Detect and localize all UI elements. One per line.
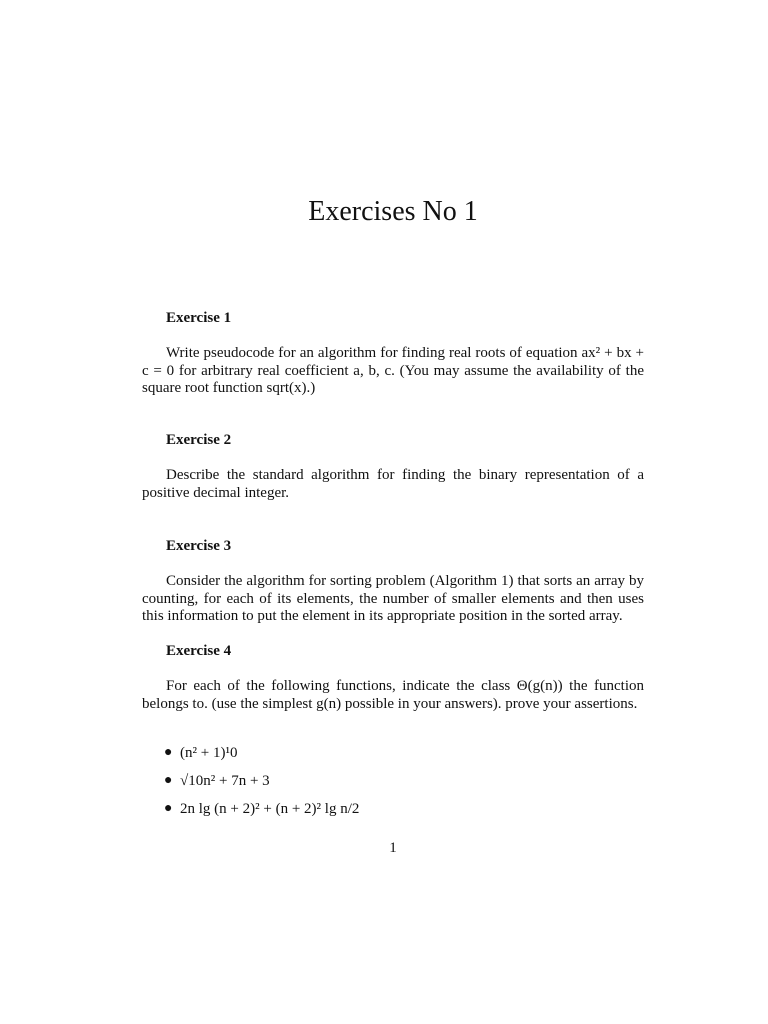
- exercise-4-heading: Exercise 4: [166, 643, 232, 659]
- bullet-icon: ●: [164, 745, 173, 760]
- bullet-item: [164, 742, 359, 770]
- bullet-icon: ●: [164, 773, 173, 788]
- exercise-3-text: Consider the algorithm for sorting problem (Algorithm 1) that sorts an array by counting, for each of its elements, the number of smaller elements and then uses this information to put the element in its appropriate position in the sorted array.: [142, 573, 644, 624]
- bullet-text: (n² + 1)¹0: [180, 745, 238, 761]
- bullet-item: [164, 770, 359, 798]
- bullet-text: 2n lg (n + 2)² + (n + 2)² lg n/2: [180, 801, 360, 817]
- exercise-3-heading: Exercise 3: [166, 538, 232, 554]
- page-number: 1: [389, 840, 397, 856]
- exercise-1-heading: Exercise 1: [166, 310, 232, 326]
- bullet-text: √10n² + 7n + 3: [180, 773, 270, 789]
- bullet-icon: ●: [164, 801, 173, 816]
- exercise-4-bullet-list: [164, 742, 359, 826]
- exercise-4-text: For each of the following functions, indicate the class Θ(g(n)) the function belongs to. (use the simplest g(n) possible in your answers). prove your assertions.: [142, 678, 644, 712]
- exercise-1-text: Write pseudocode for an algorithm for finding real roots of equation ax² + bx + c = 0 for arbitrary real coefficient a, b, c. (You may assume the availability of the square root function sqrt(x).): [142, 345, 644, 396]
- exercise-2-text: Describe the standard algorithm for finding the binary representation of a positive decimal integer.: [142, 467, 644, 501]
- bullet-item: [164, 798, 359, 826]
- page-title: Exercises No 1: [308, 196, 478, 227]
- exercise-2-heading: Exercise 2: [166, 432, 232, 448]
